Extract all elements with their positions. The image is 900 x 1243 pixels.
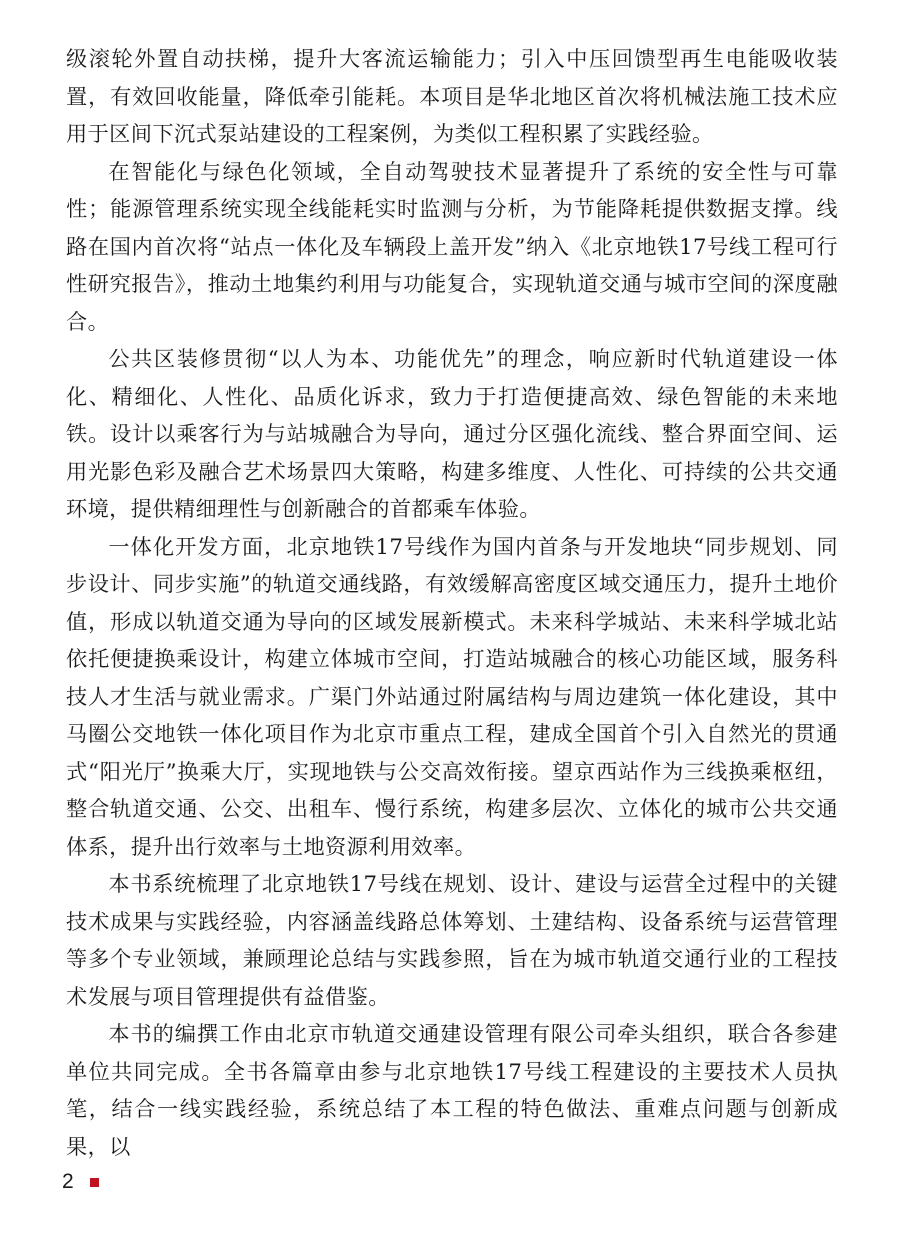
paragraph-6: 本书的编撰工作由北京市轨道交通建设管理有限公司牵头组织，联合各参建单位共同完成。全书各篇章由参与北京地铁17号线工程建设的主要技术人员执笔，结合一线实践经验，系统总结了本工程的特色做法、重难点问题与创新成果，以 <box>66 1021 838 1159</box>
paragraph-4: 一体化开发方面，北京地铁17号线作为国内首条与开发地块“同步规划、同步设计、同步实施”的轨道交通线路，有效缓解高密度区域交通压力，提升土地价值，形成以轨道交通为导向的区域发展新模式。未来科学城站、未来科学城北站依托便捷换乘设计，构建立体城市空间，打造站城融合的核心功能区域，服务科技人才生活与就业需求。广渠门外站通过附属结构与周边建筑一体化建设，其中马圈公交地铁一体化项目作为北京市重点工程，建成全国首个引入自然光的贯通式“阳光厅”换乘大厅，实现地铁与公交高效衔接。望京西站作为三线换乘枢纽，整合轨道交通、公交、出租车、慢行系统，构建多层次、立体化的城市公共交通体系，提升出行效率与土地资源利用效率。 <box>66 533 838 859</box>
paragraph-2: 在智能化与绿色化领域，全自动驾驶技术显著提升了系统的安全性与可靠性；能源管理系统实现全线能耗实时监测与分析，为节能降耗提供数据支撑。线路在国内首次将“站点一体化及车辆段上盖开发”纳入《北京地铁17号线工程可行性研究报告》，推动土地集约利用与功能复合，实现轨道交通与城市空间的深度融合。 <box>66 158 838 334</box>
paragraph-3: 公共区装修贯彻“以人为本、功能优先”的理念，响应新时代轨道建设一体化、精细化、人性化、品质化诉求，致力于打造便捷高效、绿色智能的未来地铁。设计以乘客行为与站城融合为导向，通过分区强化流线、整合界面空间、运用光影色彩及融合艺术场景四大策略，构建多维度、人性化、可持续的公共交通环境，提供精细理性与创新融合的首都乘车体验。 <box>66 346 838 521</box>
red-square-marker-icon <box>90 1178 99 1187</box>
page-body <box>66 40 838 1165</box>
page-footer <box>62 1170 99 1194</box>
paragraph-1: 级滚轮外置自动扶梯，提升大客流运输能力；引入中压回馈型再生电能吸收装置，有效回收能量，降低牵引能耗。本项目是华北地区首次将机械法施工技术应用于区间下沉式泵站建设的工程案例，为类似工程积累了实践经验。 <box>66 46 838 146</box>
paragraph-5: 本书系统梳理了北京地铁17号线在规划、设计、建设与运营全过程中的关键技术成果与实践经验，内容涵盖线路总体筹划、土建结构、设备系统与运营管理等多个专业领域，兼顾理论总结与实践参照，旨在为城市轨道交通行业的工程技术发展与项目管理提供有益借鉴。 <box>66 871 838 1009</box>
page-number: 2 <box>62 1170 74 1193</box>
